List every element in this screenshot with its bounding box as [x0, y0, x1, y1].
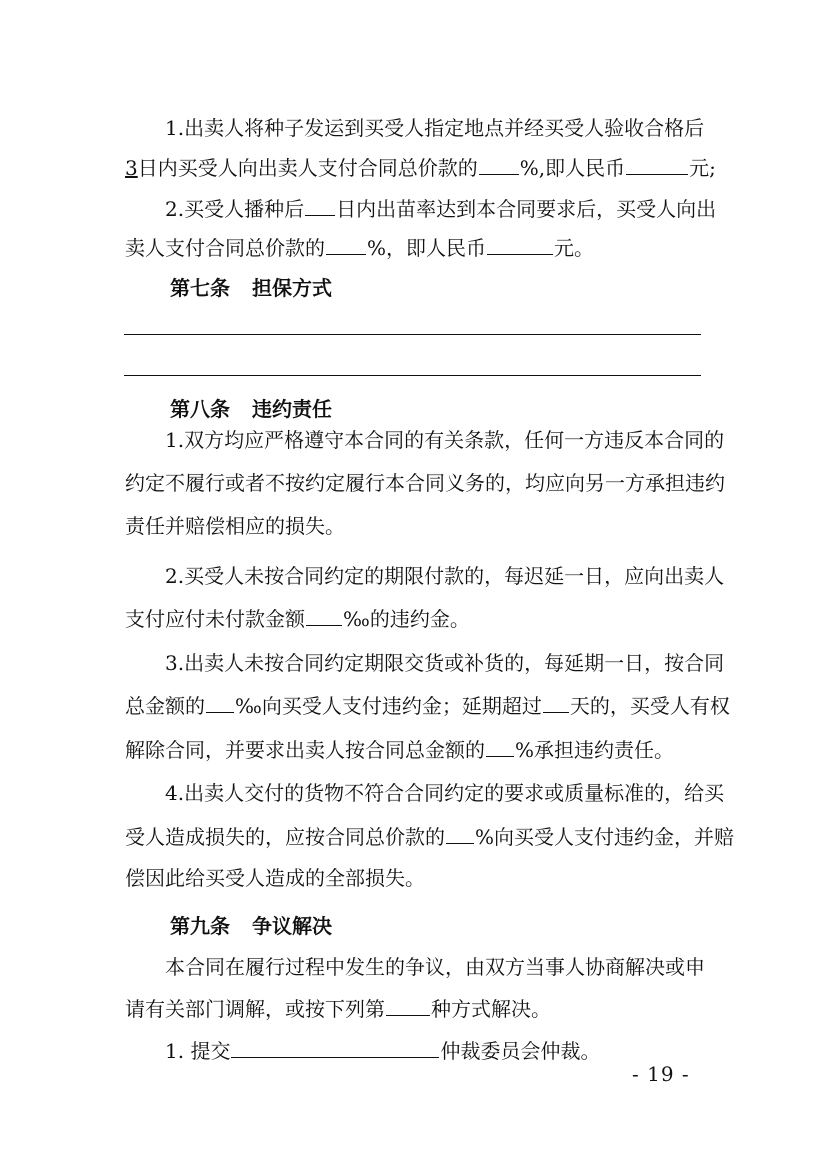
text: 1. 提交 [165, 1039, 231, 1063]
text: 4.出卖人交付的货物不符合合同约定的要求或质量标准的，给买 [165, 781, 725, 805]
payment-item-1-line-2 [125, 154, 716, 180]
permille-blank[interactable] [306, 605, 342, 626]
text: 1.出卖人将种子发运到买受人指定地点并经买受人验收合格后 [165, 116, 705, 140]
article-number: 第八条 [170, 397, 230, 421]
article-9-p-line-1 [165, 954, 705, 980]
article-8-p3-line-3 [125, 736, 674, 762]
text: 2.买受人播种后 [165, 197, 305, 221]
article-8-p4-line-1 [165, 780, 724, 806]
days-value: 3 [125, 156, 138, 180]
text: 解除合同，并要求出卖人按合同总金额的 [125, 738, 485, 762]
text: 日内出苗率达到本合同要求后，买受人向出 [336, 197, 717, 221]
text: 日内买受人向出卖人支付合同总价款的 [137, 156, 478, 180]
article-title: 违约责任 [252, 397, 332, 421]
text: 请有关部门调解，或按下列第 [125, 997, 385, 1021]
text: %向买受人支付违约金，并赔 [475, 825, 735, 849]
article-7-heading [170, 275, 332, 301]
article-9-p-line-2 [125, 995, 551, 1021]
text: ‰向买受人支付违约金；延期超过 [235, 694, 542, 718]
permille-blank[interactable] [206, 692, 234, 713]
text: 责任并赔偿相应的损失。 [125, 514, 345, 538]
guarantee-blank-line-2[interactable] [124, 375, 701, 376]
article-number: 第九条 [170, 914, 230, 938]
text: 偿因此给买受人造成的全部损失。 [125, 866, 425, 890]
text: 支付应付未付款金额 [125, 607, 305, 631]
article-8-p3-line-1 [165, 650, 724, 676]
arbitration-committee-blank[interactable] [231, 1037, 439, 1058]
text: 元。 [554, 236, 595, 260]
article-8-heading [170, 396, 332, 422]
article-8-p1-line-1 [165, 427, 724, 453]
amount-blank[interactable] [626, 154, 688, 175]
payment-item-2-line-2 [125, 234, 594, 260]
text: 种方式解决。 [431, 997, 551, 1021]
article-9-heading [170, 913, 332, 939]
article-9-option-1 [165, 1037, 600, 1063]
article-8-p2-line-2 [125, 605, 470, 631]
text: 1.双方均应严格遵守本合同的有关条款，任何一方违反本合同的 [165, 428, 725, 452]
article-number: 第七条 [170, 276, 230, 300]
article-8-p1-line-3 [125, 513, 345, 539]
text: %,即人民币 [519, 156, 626, 180]
guarantee-blank-line-1[interactable] [124, 334, 701, 335]
text: ‰的违约金。 [343, 607, 470, 631]
text: 3.出卖人未按合同约定期限交货或补货的，每延期一日，按合同 [165, 651, 725, 675]
payment-item-2-line-1 [165, 195, 716, 221]
days-blank[interactable] [305, 195, 335, 216]
text: 本合同在履行过程中发生的争议，由双方当事人协商解决或申 [165, 955, 705, 979]
amount-blank[interactable] [487, 234, 553, 255]
text: 约定不履行或者不按约定履行本合同义务的，均应向另一方承担违约 [125, 471, 725, 495]
days-blank[interactable] [543, 692, 569, 713]
page-number: - 19 - [632, 1062, 690, 1086]
text: 受人造成损失的，应按合同总价款的 [125, 825, 445, 849]
article-8-p3-line-2 [125, 692, 730, 718]
article-title: 争议解决 [252, 914, 332, 938]
percent-blank[interactable] [446, 823, 474, 844]
method-number-blank[interactable] [386, 995, 430, 1016]
text: 元; [689, 156, 716, 180]
article-8-p1-line-2 [125, 470, 725, 496]
article-8-p4-line-3 [125, 865, 425, 891]
text: 2.买受人未按合同约定的期限付款的，每迟延一日，应向出卖人 [165, 564, 725, 588]
payment-item-1-line-1 [165, 115, 704, 141]
percent-blank[interactable] [479, 154, 519, 175]
text: 总金额的 [125, 694, 205, 718]
percent-blank[interactable] [326, 234, 366, 255]
text: %承担违约责任。 [515, 738, 675, 762]
text: 仲裁委员会仲裁。 [440, 1039, 601, 1063]
article-8-p4-line-2 [125, 823, 734, 849]
text: 天的，买受人有权 [569, 694, 730, 718]
article-8-p2-line-1 [165, 563, 724, 589]
text: 卖人支付合同总价款的 [125, 236, 325, 260]
article-title: 担保方式 [252, 276, 332, 300]
text: %，即人民币 [367, 236, 487, 260]
percent-blank[interactable] [486, 736, 514, 757]
